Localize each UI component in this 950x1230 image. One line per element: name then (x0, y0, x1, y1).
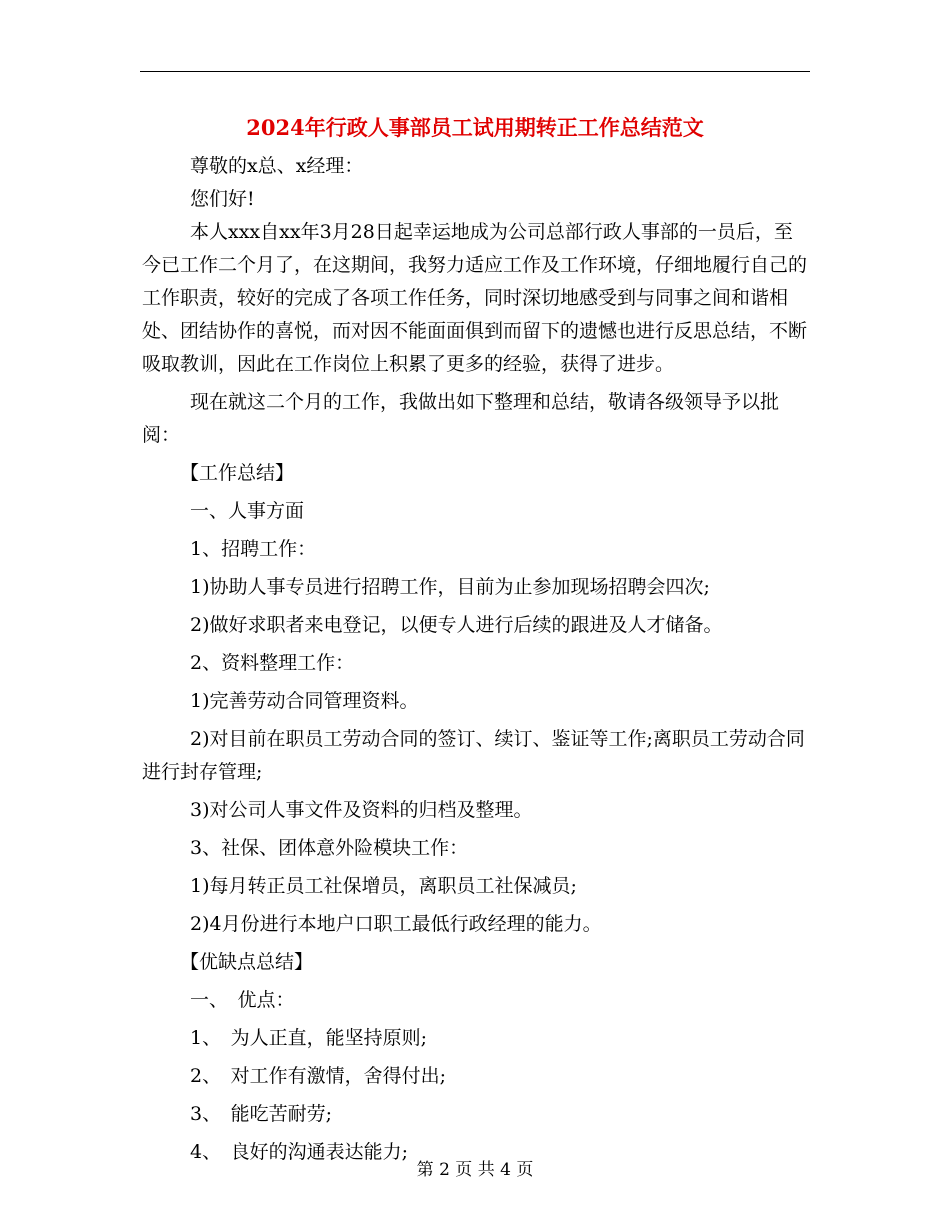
section-heading: 【优缺点总结】 (180, 951, 314, 973)
list-heading: 1、招聘工作： (190, 538, 317, 560)
list-item: 2)4月份进行本地户口职工最低行政经理的能力。 (190, 913, 602, 935)
document-title: 2024年行政人事部员工试用期转正工作总结范文 (246, 115, 704, 140)
section-heading: 【工作总结】 (180, 462, 295, 484)
list-item: 2)对目前在职员工劳动合同的签订、续订、鉴证等工作;离职员工劳动合同进行封存管理; (142, 728, 805, 783)
list-heading: 2、资料整理工作： (190, 652, 355, 674)
list-item: 1)每月转正员工社保增员，离职员工社保减员; (190, 875, 577, 897)
list-item: 1、 为人正直，能坚持原则; (190, 1027, 427, 1049)
list-item: 2、 对工作有激情，舍得付出; (190, 1065, 446, 1087)
list-item: 3)对公司人事文件及资料的归档及整理。 (190, 799, 533, 821)
list-item: 3、 能吃苦耐劳; (190, 1103, 332, 1125)
body-paragraph: 现在就这二个月的工作，我做出如下整理和总结，敬请各级领导予以批阅： (142, 391, 780, 446)
list-item: 2)做好求职者来电登记，以便专人进行后续的跟进及人才储备。 (190, 614, 723, 636)
salutation: 尊敬的x总、x经理： (190, 155, 364, 177)
subsection-heading: 一、人事方面 (190, 500, 305, 522)
greeting: 您们好! (190, 188, 255, 210)
subsection-heading: 一、 优点： (190, 989, 295, 1011)
body-paragraph: 本人xxx自xx年3月28日起幸运地成为公司总部行政人事部的一员后，至今已工作二个月了，在这期间，我努力适应工作及工作环境，仔细地履行自己的工作职责，较好的完成了各项工作任务，同时深切地感受到与同事之间和谐相处、团结协作的喜悦，而对因不能面面俱到而留下的遗憾也进行反思总结，不断吸取教训，因此在工作岗位上积累了更多的经验，获得了进步。 (142, 221, 808, 375)
header-rule (140, 71, 810, 72)
list-item: 1)完善劳动合同管理资料。 (190, 690, 419, 712)
list-heading: 3、社保、团体意外险模块工作： (190, 837, 469, 859)
page-footer: 第 2 页 共 4 页 (416, 1160, 534, 1180)
document-body (142, 150, 810, 1169)
list-item: 4、 良好的沟通表达能力; (190, 1141, 408, 1163)
list-item: 1)协助人事专员进行招聘工作，目前为止参加现场招聘会四次; (190, 576, 710, 598)
